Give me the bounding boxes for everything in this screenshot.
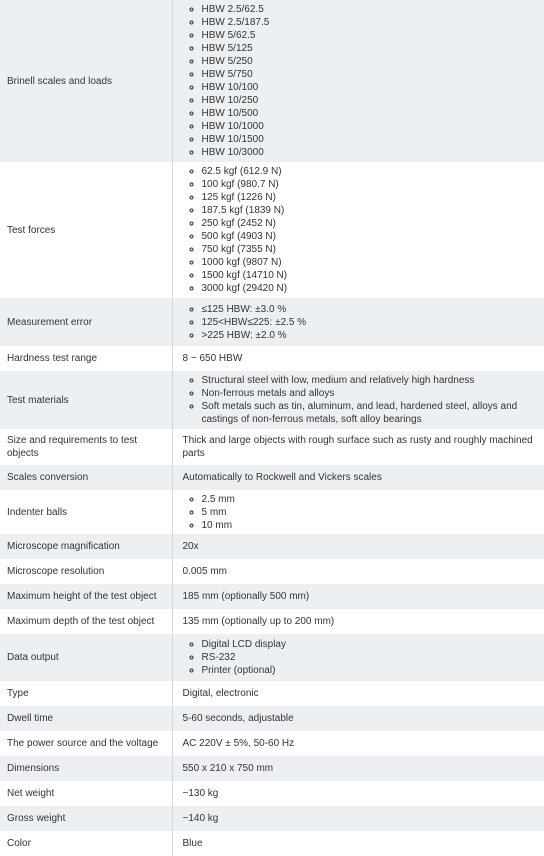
spec-row xyxy=(0,731,544,756)
spec-value-item: ◦ HBW 10/1000 xyxy=(202,120,539,133)
spec-row xyxy=(0,534,544,559)
spec-row xyxy=(0,756,544,781)
spec-label: The power source and the voltage xyxy=(0,731,172,756)
spec-value-item: ◦ Structural steel with low, medium and relatively high hardness xyxy=(202,374,539,387)
spec-value: 0.005 mm xyxy=(172,559,544,584)
spec-value: AC 220V ± 5%, 50-60 Hz xyxy=(172,731,544,756)
spec-value: ~140 kg xyxy=(172,806,544,831)
spec-value-item: ◦ HBW 10/500 xyxy=(202,107,539,120)
spec-row xyxy=(0,609,544,634)
spec-value-item: ◦ Digital LCD display xyxy=(202,638,539,651)
spec-row xyxy=(0,806,544,831)
spec-value: ~130 kg xyxy=(172,781,544,806)
spec-value: Thick and large objects with rough surface such as rusty and roughly machined parts xyxy=(172,429,544,465)
spec-value-item: ◦ 250 kgf (2452 N) xyxy=(202,217,539,230)
spec-value-item: ◦ RS-232 xyxy=(202,651,539,664)
spec-row xyxy=(0,781,544,806)
spec-label: Type xyxy=(0,681,172,706)
spec-value-item: ◦ HBW 5/62.5 xyxy=(202,29,539,42)
spec-value-item: ◦ HBW 10/250 xyxy=(202,94,539,107)
spec-row xyxy=(0,429,544,465)
spec-label: Maximum depth of the test object xyxy=(0,609,172,634)
spec-value-item: ◦ HBW 10/1500 xyxy=(202,133,539,146)
spec-label: Indenter balls xyxy=(0,490,172,534)
spec-value-item: ◦ 125 kgf (1226 N) xyxy=(202,191,539,204)
spec-row xyxy=(0,162,544,298)
spec-row xyxy=(0,465,544,490)
spec-value-item: ◦ 1000 kgf (9807 N) xyxy=(202,256,539,269)
spec-value: Digital, electronic xyxy=(172,681,544,706)
spec-value-item: ◦ 100 kgf (980.7 N) xyxy=(202,178,539,191)
spec-value-item: ◦ >225 HBW: ±2.0 % xyxy=(202,329,539,342)
spec-value-list xyxy=(183,493,539,532)
spec-value: Blue xyxy=(172,831,544,856)
spec-label: Test forces xyxy=(0,162,172,298)
spec-value-item: ◦ HBW 5/750 xyxy=(202,68,539,81)
spec-value xyxy=(172,371,544,429)
spec-label: Dimensions xyxy=(0,756,172,781)
spec-value-item: ◦ 750 kgf (7355 N) xyxy=(202,243,539,256)
spec-value-list xyxy=(183,374,539,426)
spec-value-item: ◦ 62.5 kgf (612.9 N) xyxy=(202,165,539,178)
spec-value: 20x xyxy=(172,534,544,559)
spec-label: Hardness test range xyxy=(0,346,172,371)
spec-value-item: ◦ 5 mm xyxy=(202,506,539,519)
spec-value: 5-60 seconds, adjustable xyxy=(172,706,544,731)
spec-row xyxy=(0,490,544,534)
spec-value-item: ◦ HBW 5/125 xyxy=(202,42,539,55)
spec-value-item: ◦ HBW 2.5/187.5 xyxy=(202,16,539,29)
spec-value-item: ◦ 10 mm xyxy=(202,519,539,532)
spec-value: Automatically to Rockwell and Vickers scales xyxy=(172,465,544,490)
spec-row xyxy=(0,706,544,731)
spec-value-item: ◦ 1500 kgf (14710 N) xyxy=(202,269,539,282)
spec-label: Microscope magnification xyxy=(0,534,172,559)
spec-row xyxy=(0,371,544,429)
spec-value-list xyxy=(183,303,539,342)
spec-row xyxy=(0,584,544,609)
spec-value-list xyxy=(183,3,539,159)
spec-row xyxy=(0,298,544,346)
spec-value-item: ◦ Non-ferrous metals and alloys xyxy=(202,387,539,400)
spec-value-item: ◦ 3000 kgf (29420 N) xyxy=(202,282,539,295)
spec-row xyxy=(0,634,544,681)
spec-label: Test materials xyxy=(0,371,172,429)
spec-value: 550 x 210 x 750 mm xyxy=(172,756,544,781)
spec-label: Dwell time xyxy=(0,706,172,731)
spec-value-list xyxy=(183,165,539,295)
spec-value: 8 ~ 650 HBW xyxy=(172,346,544,371)
spec-value xyxy=(172,298,544,346)
spec-value-item: ◦ 500 kgf (4903 N) xyxy=(202,230,539,243)
spec-value-item: ◦ ≤125 HBW: ±3.0 % xyxy=(202,303,539,316)
spec-row xyxy=(0,831,544,856)
spec-label: Color xyxy=(0,831,172,856)
spec-value-item: ◦ Printer (optional) xyxy=(202,664,539,677)
spec-label: Net weight xyxy=(0,781,172,806)
spec-label: Brinell scales and loads xyxy=(0,0,172,162)
spec-label: Data output xyxy=(0,634,172,681)
spec-value-item: ◦ Soft metals such as tin, aluminum, and lead, hardened steel, alloys and castings of non-ferrous metals, soft alloy bearings xyxy=(202,400,539,426)
spec-label: Gross weight xyxy=(0,806,172,831)
spec-value-item: ◦ HBW 5/250 xyxy=(202,55,539,68)
spec-row xyxy=(0,346,544,371)
spec-value-item: ◦ 2.5 mm xyxy=(202,493,539,506)
spec-value-item: ◦ HBW 10/100 xyxy=(202,81,539,94)
spec-label: Scales conversion xyxy=(0,465,172,490)
spec-row xyxy=(0,0,544,162)
spec-value-item: ◦ HBW 10/3000 xyxy=(202,146,539,159)
spec-value xyxy=(172,0,544,162)
spec-label: Size and requirements to test objects xyxy=(0,429,172,465)
spec-label: Microscope resolution xyxy=(0,559,172,584)
spec-value: 185 mm (optionally 500 mm) xyxy=(172,584,544,609)
spec-value xyxy=(172,634,544,681)
spec-value-list xyxy=(183,638,539,677)
spec-label: Maximum height of the test object xyxy=(0,584,172,609)
spec-value-item: ◦ 187.5 kgf (1839 N) xyxy=(202,204,539,217)
spec-value-item: ◦ HBW 2.5/62.5 xyxy=(202,3,539,16)
spec-row xyxy=(0,559,544,584)
spec-label: Measurement error xyxy=(0,298,172,346)
spec-value xyxy=(172,162,544,298)
spec-value: 135 mm (optionally up to 200 mm) xyxy=(172,609,544,634)
spec-value xyxy=(172,490,544,534)
spec-row xyxy=(0,681,544,706)
spec-value-item: ◦ 125<HBW≤225: ±2.5 % xyxy=(202,316,539,329)
